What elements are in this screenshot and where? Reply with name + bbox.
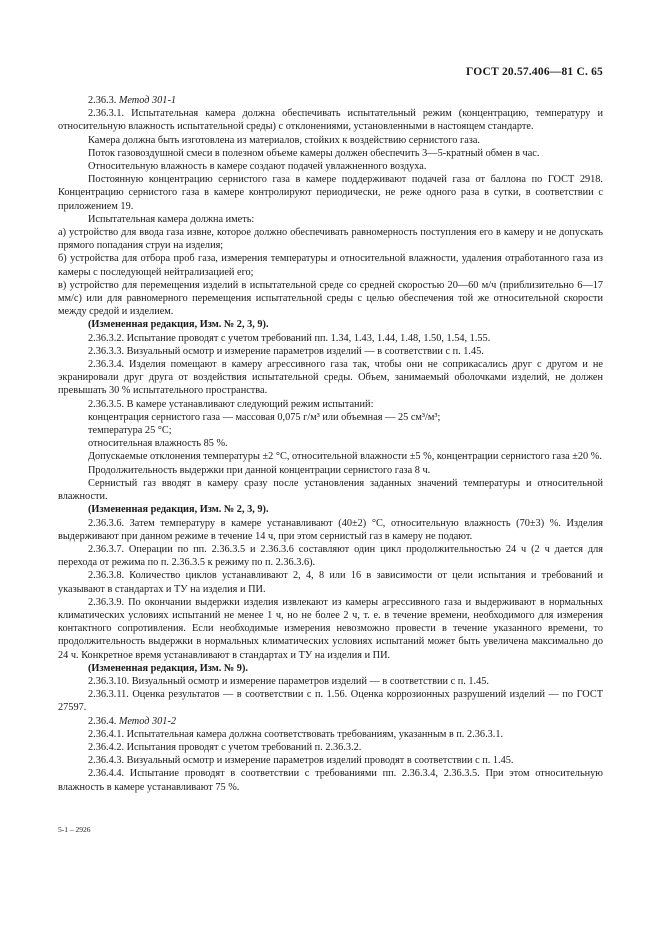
method-title: Метод 301-1 [118,95,177,106]
paragraph: 2.36.3.6. Затем температуру в камере устанавливают (40±2) °С, относительную влажность (70±3) %. Изделия выдерживают при данном режиме в течение 14 ч, при этом сернистый газ в камеру не подают. [58,517,603,542]
paragraph: Допускаемые отклонения температуры ±2 °С, относительной влажности ±5 %, концентрации сернистого газа ±20 %. [88,451,602,463]
paragraph: в) устройство для перемещения изделий в испытательной среде со средней скоростью 20—60 м/ч (приблизительно 6—17 мм/с) или для равномерного перемещения испытательной среды с целью обеспечения той же относительной скорости между средой и изделием. [58,279,603,318]
amendment-note: (Измененная редакция, Изм. № 9). [88,662,248,674]
document-body [58,94,603,794]
paragraph: 2.36.4.4. Испытание проводят в соответствии с требованиями пп. 2.36.3.4, 2.36.3.5. При этом относительную влажность в камере устанавливают 75 %. [58,768,603,793]
page-header: ГОСТ 20.57.406—81 С. 65 [466,66,603,78]
paragraph: Камера должна быть изготовлена из материалов, стойких к воздействию сернистого газа. [88,134,480,146]
paragraph: 2.36.3.1. Испытательная камера должна обеспечивать испытательный режим (концентрацию, температуру и относительную влажность испытательной среды) с отклонениями, установленными в настоящем стандарте. [58,108,603,133]
paragraph: Сернистый газ вводят в камеру сразу после установления заданных значений температуры и относительной влажности. [58,477,603,503]
paragraph: 2.36.3.10. Визуальный осмотр и измерение параметров изделий — в соответствии с п. 1.45. [88,675,489,687]
paragraph: 2.36.3.5. В камере устанавливают следующий режим испытаний: [88,398,374,410]
section-number: 2.36.4. [88,715,117,727]
paragraph: температура 25 °С; [88,425,172,437]
section-heading [58,94,603,107]
paragraph: Испытательная камера должна иметь: [88,213,255,225]
paragraph: 2.36.3.9. По окончании выдержки изделия извлекают из камеры агрессивного газа и выдерживают в нормальных климатических условиях испытаний не менее 1 ч, но не более 2 ч, т. е. в течение времени, необходимого для измерения контактного сопротивления. Если необходимые измерения невозможно провести в течение указанного времени, то продолжительность выдержки в нормальных климатических условиях испытаний может быть увеличена максимально до 24 ч. Конкретное время устанавливают в стандартах и ТУ на изделия и ПИ. [58,596,603,661]
paragraph: Поток газовоздушной смеси в полезном объеме камеры должен обеспечить 3—5-кратный обмен в час. [88,147,540,159]
paragraph: 2.36.4.3. Визуальный осмотр и измерение параметров изделий проводят в соответствии с п. 1.45. [88,755,514,767]
method-title: Метод 301-2 [118,715,177,727]
paragraph: 2.36.4.1. Испытательная камера должна соответствовать требованиям, указанным в п. 2.36.3.1. [88,728,504,740]
paragraph: 2.36.3.3. Визуальный осмотр и измерение параметров изделий — в соответствии с п. 1.45. [88,345,484,357]
amendment-note: (Измененная редакция, Изм. № 2, 3, 9). [88,504,269,516]
paragraph: Постоянную концентрацию сернистого газа в камере поддерживают подачей газа от баллона по ГОСТ 2918. Концентрацию сернистого газа в камере контролируют периодически, не реже одного раза в сутки, в соответствии с приложением 19. [58,174,603,212]
paragraph: 2.36.3.7. Операции по пп. 2.36.3.5 и 2.36.3.6 составляют один цикл продолжительностью 24 ч (2 ч дается для перехода от режима по п. 2.36.3.5 к режиму по п. 2.36.3.6). [58,543,603,569]
paragraph: б) устройства для отбора проб газа, измерения температуры и относительной влажности, удаления отработанного газа из камеры с последующей нейтрализацией его; [58,253,603,278]
paragraph: 2.36.4.2. Испытания проводят с учетом требований п. 2.36.3.2. [88,741,362,753]
paragraph: Продолжительность выдержки при данной концентрации сернистого газа 8 ч. [88,464,431,476]
section-heading [58,715,603,728]
paragraph: 2.36.3.11. Оценка результатов — в соответствии с п. 1.56. Оценка коррозионных разрушений изделий — по ГОСТ 27597. [58,689,603,714]
paragraph: относительная влажность 85 %. [88,438,228,450]
paragraph: 2.36.3.2. Испытание проводят с учетом требований пп. 1.34, 1.43, 1.44, 1.48, 1.50, 1.54, 1.55. [88,332,491,344]
paragraph: Относительную влажность в камере создают подачей увлажненного воздуха. [88,161,427,173]
page-footer-code: 5-1 – 2926 [58,825,91,834]
paragraph: 2.36.3.8. Количество циклов устанавливают 2, 4, 8 или 16 в зависимости от цели испытания и требований и указывают в стандартах и ТУ на изделия и ПИ. [58,570,603,595]
paragraph: а) устройство для ввода газа извне, которое должно обеспечивать равномерность поступления его в камеру и не допускать прямого попадания струи на изделия; [58,227,603,252]
section-number: 2.36.3. [88,95,117,106]
amendment-note: (Измененная редакция, Изм. № 2, 3, 9). [88,319,269,331]
paragraph: 2.36.3.4. Изделия помещают в камеру агрессивного газа так, чтобы они не соприкасались друг с другом и не экранировали друг друга от воздействия испытательной среды. Объем, занимаемый оболочками изделий, не должен превышать 30 % испытательного пространства. [58,359,603,397]
paragraph: концентрация сернистого газа — массовая 0,075 г/м³ или объемная — 25 см³/м³; [88,411,441,423]
